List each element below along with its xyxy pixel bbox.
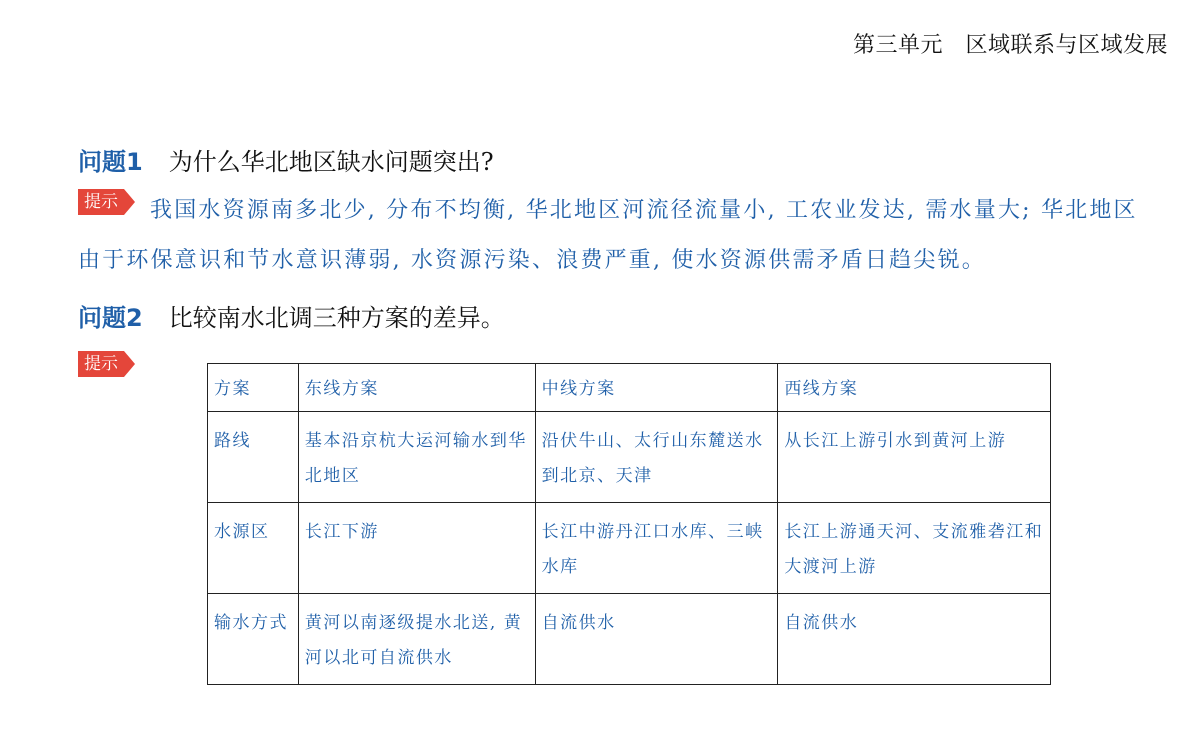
- table-header-cell: 方案: [208, 364, 299, 412]
- comparison-table: [207, 363, 1051, 685]
- question-1: [78, 142, 494, 177]
- table-header-cell: 中线方案: [535, 364, 778, 412]
- table-cell: 长江中游丹江口水库、三峡水库: [535, 503, 778, 594]
- table-cell: 水源区: [208, 503, 299, 594]
- question-2-label: 问题2: [78, 304, 143, 332]
- table-cell: 从长江上游引水到黄河上游: [778, 412, 1051, 503]
- table-row: [208, 412, 1051, 503]
- table-cell: 输水方式: [208, 594, 299, 685]
- hint-badge-2-arrow: [124, 351, 135, 377]
- question-1-answer: 我国水资源南多北少, 分布不均衡, 华北地区河流径流量小, 工农业发达, 需水量大; 华北地区由于环保意识和节水意识薄弱, 水资源污染、浪费严重, 使水资源供需矛盾日趋尖锐。: [78, 198, 1138, 273]
- hint-badge-1-label: 提示: [78, 189, 124, 215]
- table-cell: 自流供水: [778, 594, 1051, 685]
- table-row: [208, 594, 1051, 685]
- table-header-cell: 西线方案: [778, 364, 1051, 412]
- table-cell: 长江下游: [298, 503, 535, 594]
- page-header-title: 第三单元 区域联系与区域发展: [852, 33, 1168, 58]
- table-cell: 黄河以南逐级提水北送, 黄河以北可自流供水: [298, 594, 535, 685]
- table-header-row: [208, 364, 1051, 412]
- question-2: [78, 298, 505, 333]
- table-cell: 基本沿京杭大运河输水到华北地区: [298, 412, 535, 503]
- hint-badge-2-label: 提示: [78, 351, 124, 377]
- question-2-text: 比较南水北调三种方案的差异。: [168, 304, 505, 332]
- hint-badge-2: [78, 351, 135, 377]
- question-1-text: 为什么华北地区缺水问题突出?: [168, 148, 494, 176]
- table-cell: 自流供水: [535, 594, 778, 685]
- table-header-cell: 东线方案: [298, 364, 535, 412]
- question-1-label: 问题1: [78, 148, 143, 176]
- table-cell: 沿伏牛山、太行山东麓送水到北京、天津: [535, 412, 778, 503]
- table-cell: 路线: [208, 412, 299, 503]
- table-row: [208, 503, 1051, 594]
- table-cell: 长江上游通天河、支流雅砻江和大渡河上游: [778, 503, 1051, 594]
